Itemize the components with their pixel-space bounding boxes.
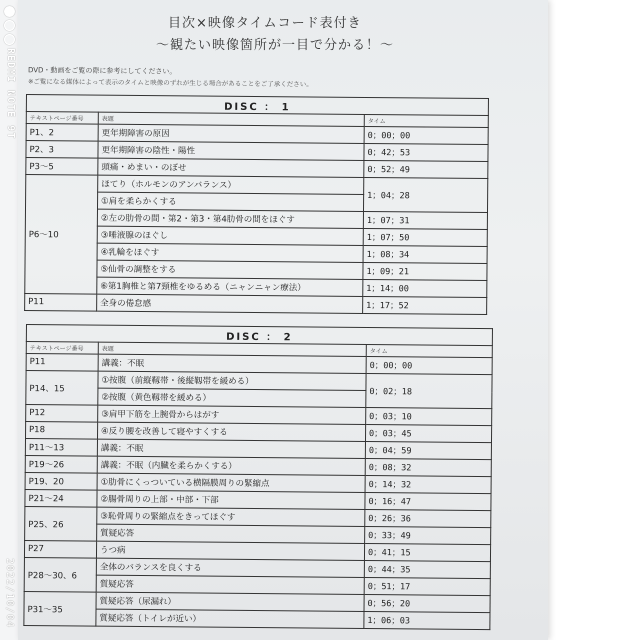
- title-cell: ⑤仙骨の調整をする: [97, 260, 363, 279]
- title-cell: 質疑応答: [97, 524, 365, 543]
- title-cell: 更年期障害の原因: [98, 124, 364, 143]
- title-cell: ⑥第1胸椎と第7頸椎をゆるめる（ニャンニャン療法）: [97, 277, 363, 296]
- disc1-table: [24, 94, 489, 315]
- time-cell: 1；17；52: [363, 296, 487, 314]
- title-cell: 更年期障害の陰性・陽性: [98, 141, 364, 160]
- time-cell: 0；52；49: [364, 160, 488, 178]
- disc2-table: [23, 324, 493, 630]
- time-cell: 0；16；47: [365, 492, 491, 510]
- page-cell: P11: [25, 293, 97, 311]
- col-header-title: 表題: [98, 112, 364, 126]
- page-cell: P18: [26, 422, 98, 440]
- title-cell: 質疑応答: [96, 575, 364, 594]
- page-subtitle: ～観たい映像箇所が一目で分かる！～: [156, 38, 395, 53]
- table-row: [24, 557, 490, 578]
- page-cell: P28～30、6: [24, 557, 96, 592]
- time-cell: 0；04；59: [365, 441, 491, 459]
- title-cell: ①肩を柔らかくする: [97, 192, 363, 211]
- title-cell: 頭痛・めまい・のぼせ: [98, 158, 364, 177]
- title-cell: ②左の肋骨の間・第2・第3・第4肋骨の間をほぐす: [97, 209, 363, 228]
- time-cell: 0；02；18: [366, 373, 492, 408]
- title-cell: ③恥骨周りの緊縮点をきってほぐす: [97, 507, 365, 526]
- time-cell: 0；26；36: [365, 509, 491, 527]
- title-cell: 質疑応答（トイレが近い）: [96, 609, 364, 628]
- time-cell: 1；14；00: [363, 279, 487, 297]
- title-cell: 全身の倦怠感: [97, 294, 363, 313]
- title-cell: ①肋骨にくっついている横隔膜周りの緊縮点: [97, 473, 365, 492]
- time-cell: 1；09；21: [363, 262, 487, 280]
- col-header-time: タイム: [364, 114, 488, 127]
- time-cell: 0；03；10: [366, 407, 492, 425]
- page-title: 目次×映像タイムコード表付き: [168, 16, 362, 31]
- title-cell: 講義：不眠: [98, 354, 366, 373]
- time-cell: 0；03；45: [365, 424, 491, 442]
- title-cell: 質疑応答（尿漏れ）: [96, 592, 364, 611]
- col-header-title: 表題: [98, 342, 366, 356]
- title-cell: 全体のバランスを良くする: [96, 558, 364, 577]
- title-cell: うつ病: [96, 541, 364, 560]
- page-cell: P6～10: [25, 175, 98, 295]
- photo-overlay-strip: [0, 0, 18, 640]
- time-cell: 1；08；34: [363, 245, 487, 263]
- time-cell: 0；44；35: [364, 560, 490, 578]
- time-cell: 0；33；49: [365, 526, 491, 544]
- time-cell: 1；07；31: [363, 211, 487, 229]
- title-cell: 講義：不眠: [97, 439, 365, 458]
- page-cell: P11: [26, 354, 98, 372]
- photo-timestamp: 2022/10/04: [4, 558, 15, 629]
- title-cell: 講義：不眠（内臓を柔らかくする）: [97, 456, 365, 475]
- page-cell: P31～35: [24, 591, 96, 626]
- page-cell: P14、15: [26, 371, 98, 406]
- camera-dots-icon: [4, 6, 15, 48]
- time-cell: 0；00；00: [366, 356, 492, 374]
- page-cell: P1、2: [26, 124, 98, 142]
- time-cell: 0；08；32: [365, 458, 491, 476]
- page-cell: P21～24: [25, 489, 97, 507]
- page-cell: P3～5: [26, 158, 98, 176]
- title-cell: ③唾液腺のほぐし: [97, 226, 363, 245]
- time-cell: 1；04；28: [363, 177, 487, 212]
- col-header-time: タイム: [366, 344, 492, 357]
- title-cell: ④反り腰を改善して寝やすくする: [97, 422, 365, 441]
- camera-brand-watermark: REDMI NOTE 9T: [5, 48, 16, 140]
- table-row: [26, 175, 488, 196]
- title-cell: ④乳輪をほぐす: [97, 243, 363, 262]
- page-cell: P2、3: [26, 141, 98, 159]
- page-cell: P11～13: [25, 439, 97, 457]
- col-header-page: テキストページ番号: [26, 112, 98, 125]
- title-cell: ②按腹（黄色靱帯を緩める）: [98, 388, 366, 407]
- table-row: [26, 371, 492, 392]
- page-cell: P19～26: [25, 455, 97, 473]
- table-row: [25, 293, 487, 314]
- time-cell: 0；56；20: [364, 594, 490, 612]
- usage-note: DVD・動画をご覧の際に参考にしてください。: [27, 66, 177, 76]
- time-cell: 1；07；50: [363, 228, 487, 246]
- page-cell: P25、26: [25, 506, 97, 541]
- disc2-label: DISC ： 2: [26, 325, 492, 346]
- page-cell: P12: [26, 405, 98, 423]
- title-cell: ほてり（ホルモンのアンバランス）: [98, 175, 364, 194]
- table-row: [24, 591, 490, 612]
- col-header-page: テキストページ番号: [26, 342, 98, 355]
- table-row: [25, 506, 491, 527]
- time-cell: 0；00；00: [364, 126, 488, 144]
- title-cell: ②腸骨周りの上部・中部・下部: [97, 490, 365, 509]
- title-cell: ①按腹（前縦靱帯・後縦靱帯を緩める）: [98, 371, 366, 390]
- disc1-label: DISC ： 1: [26, 95, 488, 116]
- time-cell: 1；06；03: [364, 611, 490, 629]
- page-cell: P27: [24, 540, 96, 558]
- time-cell: 0；42；53: [364, 143, 488, 161]
- title-cell: ③肩甲下筋を上腕骨からはがす: [98, 405, 366, 424]
- disclaimer-note: ※ご覧になる媒体によって表示のタイムと映像のずれが生じる場合があることをご了承ください。: [27, 77, 313, 89]
- time-cell: 0；14；32: [365, 475, 491, 493]
- time-cell: 0；51；17: [364, 577, 490, 595]
- time-cell: 0；41；15: [364, 543, 490, 561]
- document-page: [18, 0, 548, 640]
- page-cell: P19、20: [25, 472, 97, 490]
